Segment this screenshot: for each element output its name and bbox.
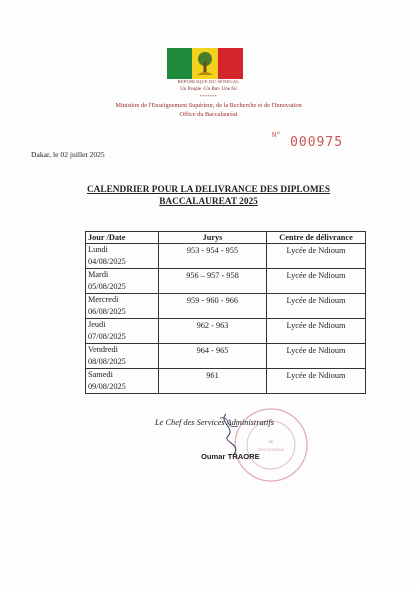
date-cell [86,269,159,294]
centre-cell: Lycée de Ndioum [267,294,366,319]
ministry-name: Ministère de l'Enseignement Supérieur, de la Recherche et de l'Innovation [115,102,302,109]
table-row [86,244,366,269]
date-line: Dakar, le 02 juillet 2025 [31,150,105,159]
day-date: 05/08/2025 [88,282,126,291]
signatory-title: Le Chef des Services Administratifs [155,418,274,427]
centre-cell: Lycée de Ndioum [267,244,366,269]
day-date: 04/08/2025 [88,257,126,266]
centre-cell: Lycée de Ndioum [267,369,366,394]
date-cell [86,344,159,369]
jurys-cell: 964 - 965 [159,344,267,369]
date-cell [86,369,159,394]
day-name: Mercredi [88,295,119,304]
table-row [86,369,366,394]
document-number-label: N° [272,131,281,139]
day-date: 09/08/2025 [88,382,126,391]
date-cell [86,319,159,344]
column-header-centre: Centre de délivrance [267,232,366,244]
centre-cell: Lycée de Ndioum [267,344,366,369]
centre-cell: Lycée de Ndioum [267,269,366,294]
jurys-cell: 956 – 957 - 958 [159,269,267,294]
senegal-flag-emblem [167,48,243,79]
svg-text:du: du [268,440,274,445]
day-name: Mardi [88,270,109,279]
day-name: Vendredi [88,345,118,354]
day-date: 06/08/2025 [88,307,126,316]
office-name: Office du Baccalauréat [179,111,238,118]
jurys-cell: 961 [159,369,267,394]
day-date: 08/08/2025 [88,357,126,366]
separator-stars: ******* [199,94,218,99]
centre-cell: Lycée de Ndioum [267,319,366,344]
date-cell [86,244,159,269]
table-header-row [86,232,366,244]
day-name: Lundi [88,245,108,254]
baobab-lion-icon [192,50,218,78]
day-name: Samedi [88,370,113,379]
document-number [272,131,343,150]
svg-text:Baccalauréat: Baccalauréat [258,448,284,453]
column-header-date: Jour /Date [86,232,159,244]
document-title: CALENDRIER POUR LA DELIVRANCE DES DIPLOMES [86,185,331,195]
signatory-name: Oumar TRAORE [201,452,260,461]
day-name: Jeudi [88,320,106,329]
column-header-jurys: Jurys [159,232,267,244]
table-row [86,269,366,294]
document-number-value: 000975 [290,135,344,150]
republic-label: REPUBLIQUE DU SENEGAL [177,79,240,84]
jurys-cell: 962 - 963 [159,319,267,344]
date-cell [86,294,159,319]
table-row [86,319,366,344]
day-date: 07/08/2025 [88,332,126,341]
national-motto: Un Peuple -Un But- Une foi [180,87,237,92]
jurys-cell: 959 - 960 - 966 [159,294,267,319]
jurys-cell: 953 - 954 - 955 [159,244,267,269]
table-row [86,294,366,319]
delivery-calendar-table [85,231,366,394]
table-row [86,344,366,369]
document-subtitle: BACCALAUREAT 2025 [159,197,258,207]
